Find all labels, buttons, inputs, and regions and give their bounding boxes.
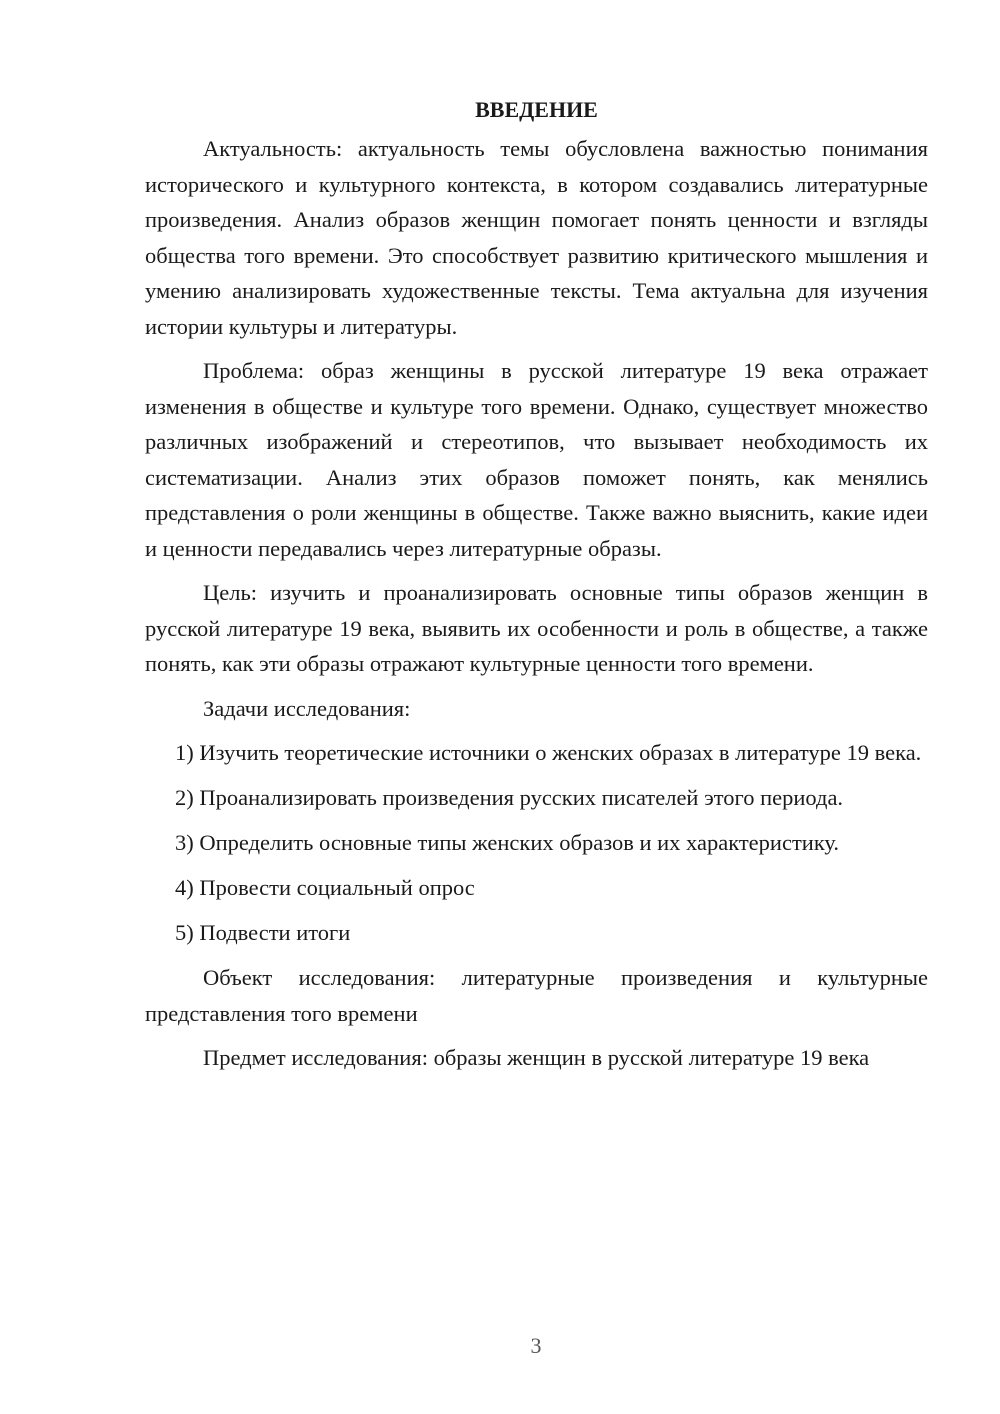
section-heading: ВВЕДЕНИЕ bbox=[475, 97, 598, 122]
tasks-heading: Задачи исследования: bbox=[203, 695, 411, 721]
task-item-4: 4) Провести социальный опрос bbox=[175, 875, 475, 900]
task-item-2: 2) Проанализировать произведения русских писателей этого периода. bbox=[175, 785, 844, 810]
task-item-1: 1) Изучить теоретические источники о женских образах в литературе 19 века. bbox=[175, 740, 922, 765]
subject-paragraph: Предмет исследования: образы женщин в русской литературе 19 века bbox=[203, 1045, 870, 1070]
page-number: 3 bbox=[530, 1333, 542, 1358]
relevance-paragraph: Актуальность: актуальность темы обусловлена важностью понимания исторического и культурного контекста, в котором создавались литературные произведения. Анализ образов женщин помогает понять ценности и взгляды общества того времени. Это способствует развитию критического мышления и умению анализировать художественные тексты. Тема актуальна для изучения истории культуры и литературы. bbox=[145, 136, 928, 339]
object-paragraph: Объект исследования: литературные произведения и культурные представления того времени bbox=[145, 965, 928, 1026]
goal-paragraph: Цель: изучить и проанализировать основные типы образов женщин в русской литературе 19 века, выявить их особенности и роль в обществе, а также понять, как эти образы отражают культурные ценности того времени. bbox=[145, 580, 928, 676]
document-page bbox=[145, 92, 928, 1085]
task-item-3: 3) Определить основные типы женских образов и их характеристику. bbox=[175, 830, 840, 855]
problem-paragraph: Проблема: образ женщины в русской литературе 19 века отражает изменения в обществе и культуре того времени. Однако, существует множество различных изображений и стереотипов, что вызывает необходимость их систематизации. Анализ этих образов поможет понять, как менялись представления о роли женщины в обществе. Также важно выяснить, какие идеи и ценности передавались через литературные образы. bbox=[145, 358, 928, 561]
task-item-5: 5) Подвести итоги bbox=[175, 920, 351, 945]
